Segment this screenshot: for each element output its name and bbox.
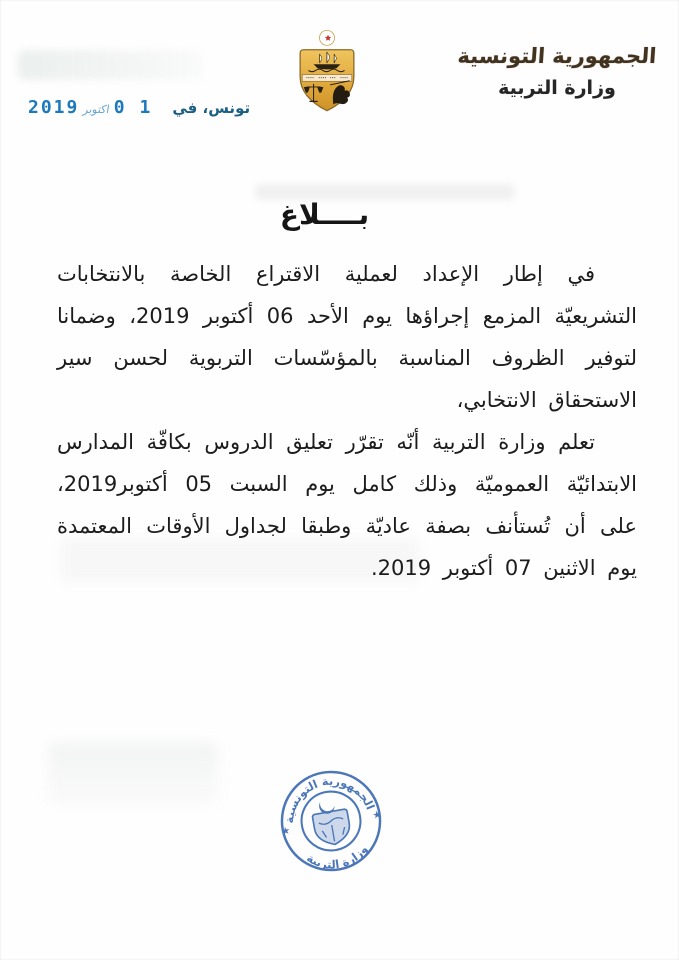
date-stamp-day: 0 1 [113, 97, 153, 118]
republic-name: الجمهورية التونسية [456, 44, 658, 68]
letterhead [457, 44, 657, 99]
motto-banner [302, 75, 352, 82]
seal-right-star-icon: ★ [371, 808, 383, 822]
seal-top-text: الجمهورية التونسية [282, 773, 378, 824]
ministry-name: وزارة التربية [498, 77, 616, 99]
document-body [57, 253, 637, 589]
seal-center-emblem [310, 798, 352, 848]
date-line [28, 97, 250, 118]
scan-artifact [48, 742, 218, 806]
body-paragraph-1: في إطار الإعداد لعملية الاقتراع الخاصة بالانتخابات التشريعيّة المزمع إجراؤها يوم الأحد 06 أكتوبر 2019، وضمانا لتوفير الظروف المناسبة بالمؤسّسات التربوية لحسن سير الاستحقاق الانتخابي، [57, 262, 637, 412]
seal-bottom-text: وزارة التربية [304, 842, 371, 872]
date-stamp-month: اكتوبر [82, 103, 111, 116]
document-title: بــــلاغ [279, 198, 370, 231]
seal-left-star-icon: ★ [280, 824, 292, 838]
date-stamp-year: 2019 [28, 97, 80, 118]
ministry-round-seal [257, 747, 405, 895]
tunisia-coat-of-arms-icon [296, 29, 358, 117]
body-paragraph-2: تعلم وزارة التربية أنّه تقرّر تعليق الدروس بكافّة المدارس الابتدائيّة العموميّة وذلك كامل يوم السبت 05 أكتوبر2019، على أن تُستأنف بصفة عاديّة وطبقا لجداول الأوقات المعتمدة يوم الاثنين 07 أكتوبر 2019. [57, 430, 638, 580]
scan-artifact [18, 50, 203, 80]
place-label: تونس، في [172, 99, 251, 117]
